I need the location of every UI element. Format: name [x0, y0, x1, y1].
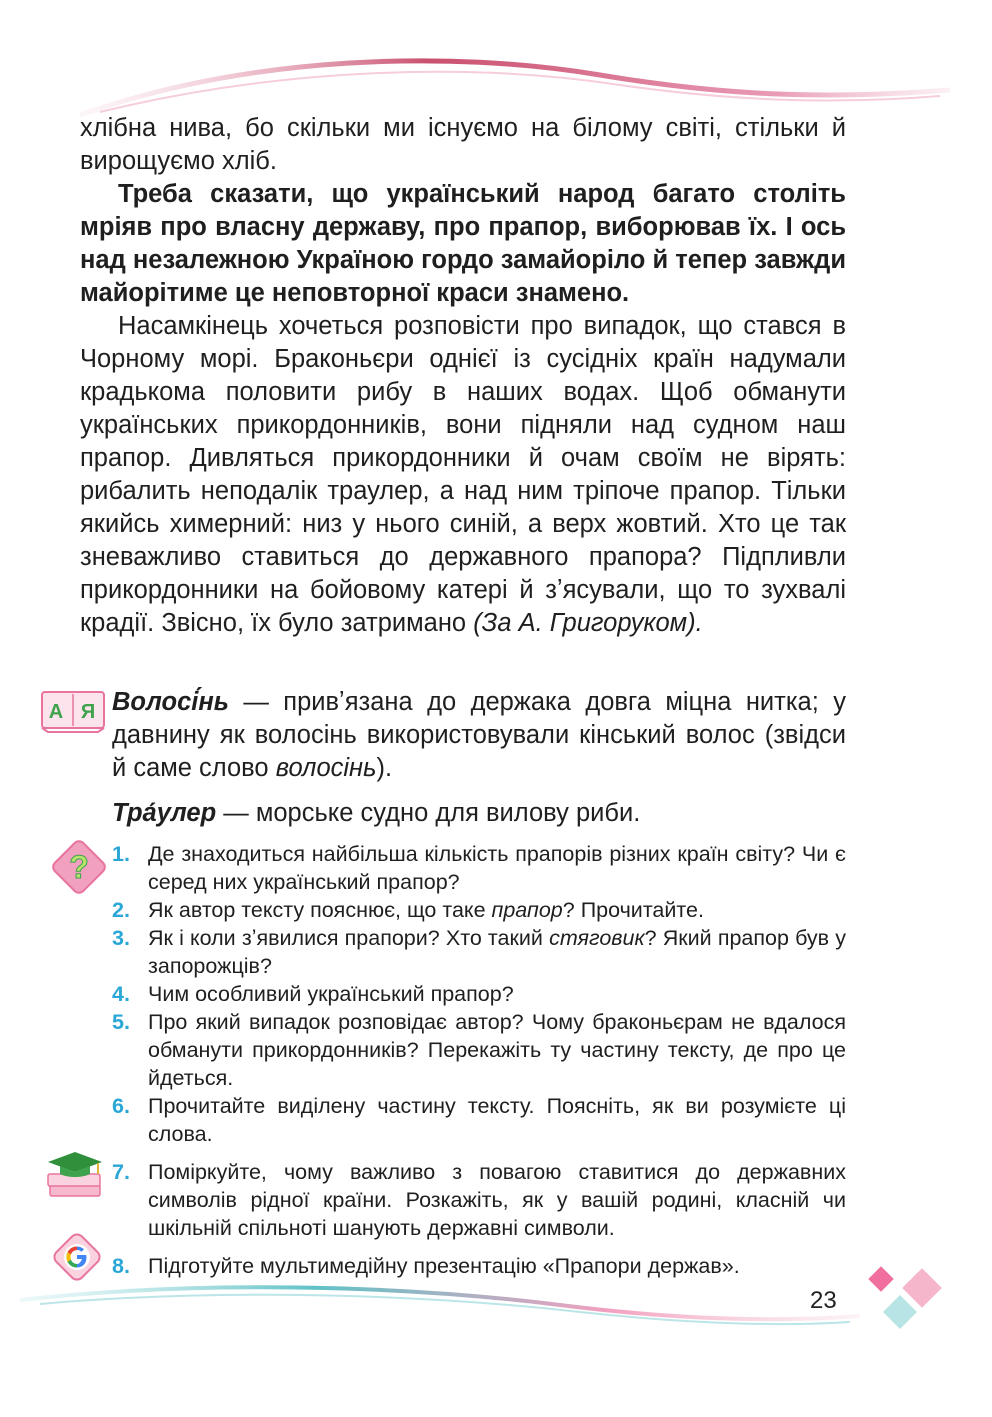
- question-text: Як і коли зʼявилися прапори? Хто такий: [148, 926, 550, 950]
- question-7: [112, 1158, 846, 1242]
- glossary-def-2: — морське судно для вилову риби.: [216, 799, 641, 827]
- glossary-entry-2: [112, 797, 846, 830]
- diamond-decoration-icon: [860, 1262, 960, 1342]
- question-4: [112, 980, 846, 1008]
- question-text: ? Прочитайте.: [562, 898, 704, 922]
- glossary-def-1b: ).: [376, 754, 393, 782]
- question-5: [112, 1008, 846, 1092]
- question-italic-word: прапор: [491, 898, 563, 922]
- question-number: 5.: [112, 1010, 130, 1034]
- paragraph-3: [80, 310, 846, 640]
- question-text: Підготуйте мультимедійну презентацію «Прапори держав».: [148, 1254, 740, 1278]
- question-text: Прочитайте виділену частину тексту. Поясніть, як ви розумієте ці слова.: [148, 1094, 846, 1146]
- glossary: [112, 686, 846, 830]
- glossary-def-1a: — привʼязана до держака довга міцна нитка; у давнину як волосінь використовували кінський волос (звідси й саме слово: [112, 688, 846, 782]
- question-text: Про який випадок розповідає автор? Чому браконьєрам не вдалося обманути прикордонників? Перекажіть ту частину тексту, де про це йдеться.: [148, 1010, 846, 1090]
- page-number: 23: [810, 1287, 837, 1314]
- question-text: Чим особливий український прапор?: [148, 982, 514, 1006]
- question-mark-icon: [48, 836, 110, 898]
- question-number: 2.: [112, 898, 130, 922]
- question-1: [112, 840, 846, 896]
- paragraph-highlighted: Треба сказати, що український народ багато століть мріяв про власну державу, про прапор, виборював їх. І ось над незалежною Україною гордо замайоріло й тепер завжди майорітиме це неповторної краси знамено.: [80, 180, 846, 307]
- question-number: 6.: [112, 1094, 130, 1118]
- question-6: [112, 1092, 846, 1148]
- question-2: [112, 896, 846, 924]
- question-3: [112, 924, 846, 980]
- svg-text:Я: Я: [80, 701, 96, 723]
- glossary-def-1-italic: волосінь: [275, 754, 377, 782]
- bottom-wave-decoration: [0, 1270, 992, 1350]
- svg-text:А: А: [48, 701, 64, 723]
- glossary-entry-1: [112, 686, 846, 785]
- question-text: Як автор тексту пояснює, що таке: [148, 898, 492, 922]
- question-number: 1.: [112, 842, 130, 866]
- top-wave-decoration: [0, 0, 992, 130]
- glossary-term-2: Тра́улер: [112, 799, 217, 827]
- paragraph-3-text: Насамкінець хочеться розповісти про випадок, що стався в Чорному морі. Браконьєри однієї із сусідніх країн надумали крадькома половити рибу в наших водах. Щоб обманути українських прикордонників, вони підняли над судном наш прапор. Дивляться прикордонники й очам своїм не вірять: рибалить неподалік траулер, а над ним тріпоче прапор. Тільки якийсь химерний: низ у нього синій, а верх жовтий. Хто це так зневажливо ставиться до державного прапора? Підпливли прикордонники на бойовому катері й зʼясували, що то зухвалі крадії. Звісно, їх було затримано: [80, 312, 846, 637]
- question-number: 7.: [112, 1160, 130, 1184]
- svg-text:?: ?: [69, 849, 89, 885]
- question-number: 8.: [112, 1254, 130, 1278]
- source-attribution: (За А. Григоруком).: [473, 609, 703, 637]
- graduation-cap-icon: [44, 1148, 106, 1206]
- question-text: Де знаходиться найбільша кількість прапорів різних країн світу? Чи є серед них український прапор?: [148, 842, 846, 894]
- abc-dictionary-icon: [38, 688, 108, 734]
- paragraph-1: хлібна нива, бо скільки ми існуємо на білому світі, стільки й вирощуємо хліб.: [80, 114, 846, 175]
- questions-list: [112, 840, 846, 1280]
- question-text: Поміркуйте, чому важливо з повагою ставитися до державних символів рідної країни. Розкажіть, як у вашій родині, класній чи шкільній спільноті шанують державні символи.: [148, 1160, 846, 1240]
- question-number: 4.: [112, 982, 130, 1006]
- glossary-term-1: Волосі́нь: [112, 688, 229, 716]
- question-number: 3.: [112, 926, 130, 950]
- question-text: ? Який прапор був у запорожців?: [148, 926, 846, 978]
- question-italic-word: стяговик: [549, 926, 645, 950]
- main-text: [80, 112, 846, 640]
